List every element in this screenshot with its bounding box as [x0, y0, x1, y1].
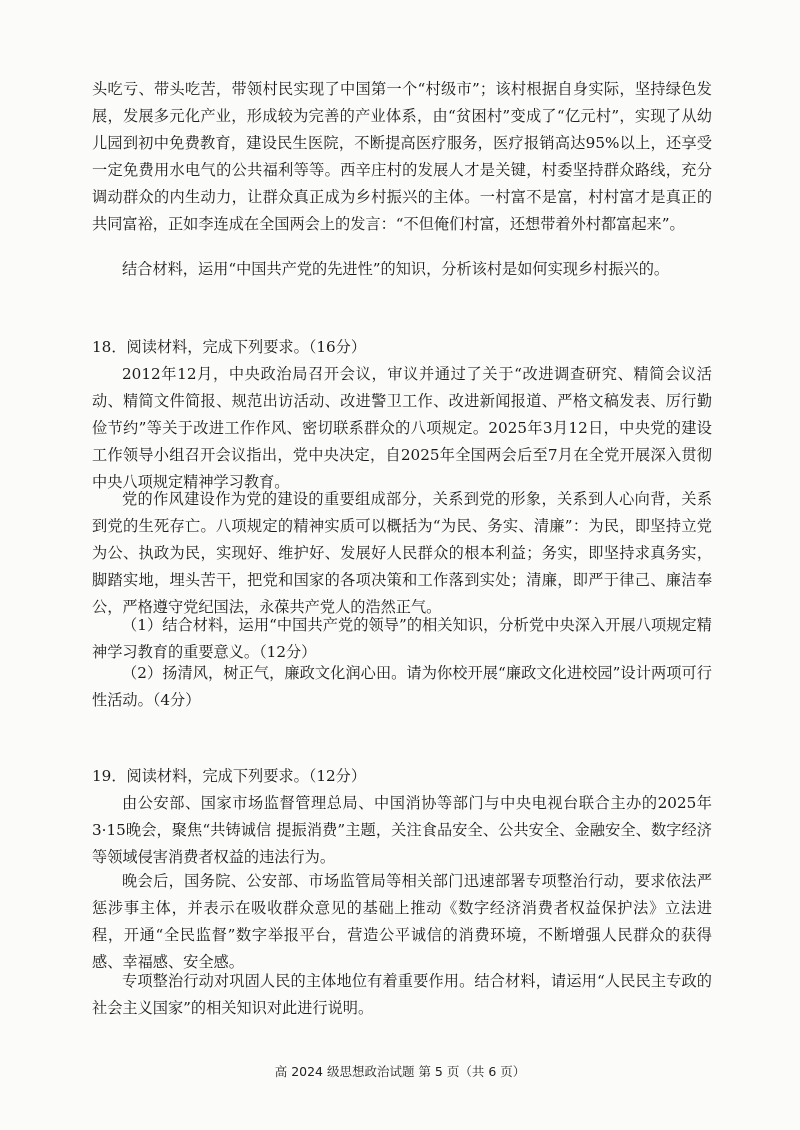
q18-paragraph-1: 2012年12月，中央政治局召开会议，审议并通过了关于“改进调查研究、精简会议活动、精简文件简报、规范出访活动、改进警卫工作、改进新闻报道、严格文稿发表、厉行勤俭节约”等关于改进工作作风、密切联系群众的八项规定。2025年3月12日，中央党的建设工作领导小组召开会议指出，党中央决定，自2025年全国两会后至7月在全党开展深入贯彻中央八项规定精神学习教育。: [92, 365, 712, 491]
q18-header: 18．阅读材料，完成下列要求。（16分）: [92, 338, 367, 356]
q19-paragraph-1: 由公安部、国家市场监督管理总局、中国消协等部门与中央电视台联合主办的2025年3·15晚会，聚焦“共铸诚信 提振消费”主题，关注食品安全、公共安全、金融安全、数字经济等领域侵害消费者权益的违法行为。: [92, 794, 712, 866]
q18-subquestion-2: （2）扬清风，树正气，廉政文化润心田。请为你校开展“廉政文化进校园”设计两项可行性活动。（4分）: [92, 664, 712, 709]
q19-header: 19．阅读材料，完成下列要求。（12分）: [92, 767, 367, 785]
q19-paragraph-2: 晚会后，国务院、公安部、市场监管局等相关部门迅速部署专项整治行动，要求依法严惩涉事主体，并表示在吸收群众意见的基础上推动《数字经济消费者权益保护法》立法进程，开通“全民监督”数字举报平台，营造公平诚信的消费环境，不断增强人民群众的获得感、幸福感、安全感。: [92, 872, 712, 971]
q17-material-tail: 头吃亏、带头吃苦，带领村民实现了中国第一个“村级市”；该村根据自身实际，坚持绿色发展，发展多元化产业，形成较为完善的产业体系，由“贫困村”变成了“亿元村”，实现了从幼儿园到初中免费教育，建设民生医院，不断提高医疗服务，医疗报销高达95%以上，还享受一定免费用水电气的公共福利等等。西辛庄村的发展人才是关键，村委坚持群众路线，充分调动群众的内生动力，让群众真正成为乡村振兴的主体。一村富不是富，村村富才是真正的共同富裕，正如李连成在全国两会上的发言：“不但俺们村富，还想带着外村都富起来”。: [92, 80, 712, 233]
q18-paragraph-2: 党的作风建设作为党的建设的重要组成部分，关系到党的形象，关系到人心向背，关系到党的生死存亡。八项规定的精神实质可以概括为“为民、务实、清廉”：为民，即坚持立党为公、执政为民，实现好、维护好、发展好人民群众的根本利益；务实，即坚持求真务实，脚踏实地，埋头苦干，把党和国家的各项决策和工作落到实处；清廉，即严于律己、廉洁奉公，严格遵守党纪国法，永葆共产党人的浩然正气。: [92, 490, 712, 616]
q17-question: 结合材料，运用“中国共产党的先进性”的知识，分析该村是如何实现乡村振兴的。: [122, 260, 670, 278]
page-footer: 高 2024 级思想政治试题 第 5 页（共 6 页）: [274, 1064, 526, 1079]
q18-subquestion-1: （1）结合材料，运用“中国共产党的领导”的相关知识，分析党中央深入开展八项规定精神学习教育的重要意义。（12分）: [92, 616, 712, 661]
q19-paragraph-3: 专项整治行动对巩固人民的主体地位有着重要作用。结合材料，请运用“人民民主专政的社会主义国家”的相关知识对此进行说明。: [92, 972, 712, 1017]
